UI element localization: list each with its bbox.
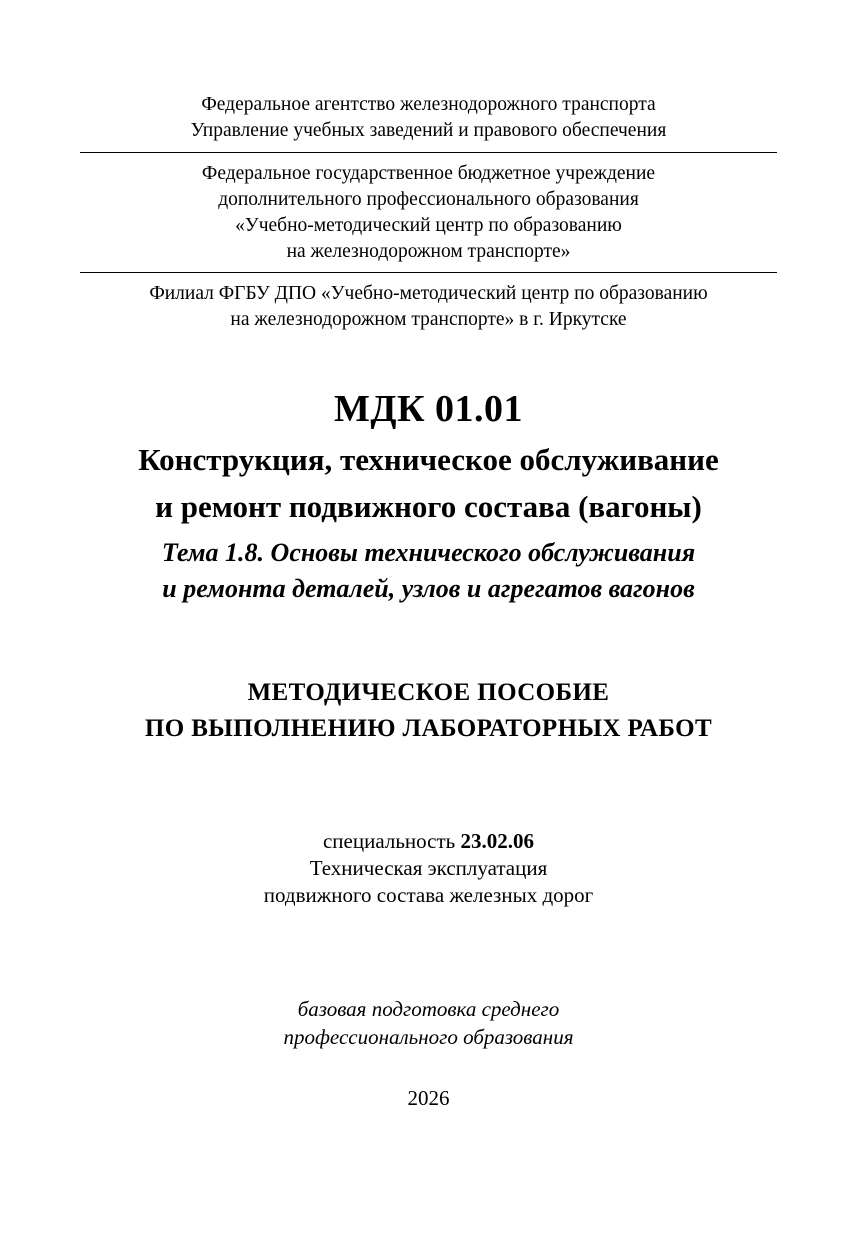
course-name-line-2: и ремонт подвижного состава (вагоны) xyxy=(155,489,702,524)
theme-line-1: Тема 1.8. Основы технического обслуживания xyxy=(161,538,696,567)
document-header xyxy=(80,88,777,337)
page-title xyxy=(60,385,797,607)
header-line: Управление учебных заведений и правового обеспечения xyxy=(190,120,667,141)
specialty-name-line-2: подвижного состава железных дорог xyxy=(263,883,594,907)
preparation-line-2: профессионального образования xyxy=(283,1025,574,1049)
header-line: дополнительного профессионального образования xyxy=(218,189,639,210)
document-type-line-1: МЕТОДИЧЕСКОЕ ПОСОБИЕ xyxy=(247,679,610,706)
course-name-line-1: Конструкция, техническое обслуживание xyxy=(138,442,719,477)
header-group-branch xyxy=(80,273,777,337)
header-group-institution xyxy=(80,153,777,272)
specialty-name-line-1: Техническая эксплуатация xyxy=(309,856,548,880)
specialty-code-line xyxy=(60,828,797,855)
header-line: Федеральное государственное бюджетное учреждение xyxy=(201,163,656,184)
document-type-line-2: ПО ВЫПОЛНЕНИЮ ЛАБОРАТОРНЫХ РАБОТ xyxy=(144,715,713,742)
specialty-block xyxy=(60,828,797,909)
header-line: «Учебно-методический центр по образованию xyxy=(235,215,622,236)
header-line: на железнодорожном транспорте» xyxy=(286,241,571,262)
specialty-code: 23.02.06 xyxy=(460,829,534,853)
header-group-agency xyxy=(80,88,777,152)
header-line: на железнодорожном транспорте» в г. Иркутске xyxy=(230,309,627,330)
specialty-label: специальность xyxy=(322,829,461,853)
header-line: Филиал ФГБУ ДПО «Учебно-методический центр по образованию xyxy=(149,283,708,304)
header-line: Федеральное агентство железнодорожного транспорта xyxy=(201,94,656,115)
preparation-level xyxy=(60,995,797,1051)
document-type xyxy=(60,675,797,747)
course-code: МДК 01.01 xyxy=(333,388,524,430)
preparation-line-1: базовая подготовка среднего xyxy=(297,997,560,1021)
theme-line-2: и ремонта деталей, узлов и агрегатов вагонов xyxy=(162,574,695,603)
publication-year: 2026 xyxy=(407,1086,450,1110)
